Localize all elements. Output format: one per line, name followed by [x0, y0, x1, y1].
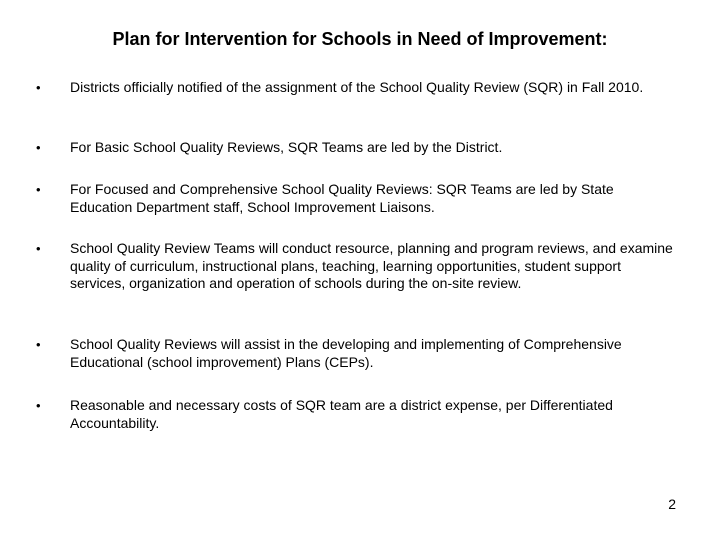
bullet-text: School Quality Review Teams will conduct resource, planning and program reviews, and examine quality of curriculum, instructional plans, teaching, learning opportunities, student support services, organization and operation of schools during the on-site review. [70, 240, 673, 291]
bullet-dot: • [36, 182, 41, 197]
bullet-dot: • [36, 398, 41, 413]
bullet-text: For Basic School Quality Reviews, SQR Teams are led by the District. [70, 139, 503, 155]
slide-title: Plan for Intervention for Schools in Need of Improvement: [112, 29, 608, 49]
bullet-dot: • [36, 80, 41, 95]
bullet-text: Districts officially notified of the assignment of the School Quality Review (SQR) in Fall 2010. [70, 79, 644, 95]
bullet-text: For Focused and Comprehensive School Quality Reviews: SQR Teams are led by State Education Department staff, School Improvement Liaisons. [70, 181, 614, 215]
bullet-dot: • [36, 337, 41, 352]
bullet-text: School Quality Reviews will assist in the developing and implementing of Comprehensive Educational (school improvement) Plans (CEPs). [70, 336, 622, 370]
bullet-dot: • [36, 140, 41, 155]
page-number: 2 [668, 496, 676, 512]
bullet-dot: • [36, 241, 41, 256]
bullet-text: Reasonable and necessary costs of SQR team are a district expense, per Differentiated Accountability. [70, 397, 613, 431]
